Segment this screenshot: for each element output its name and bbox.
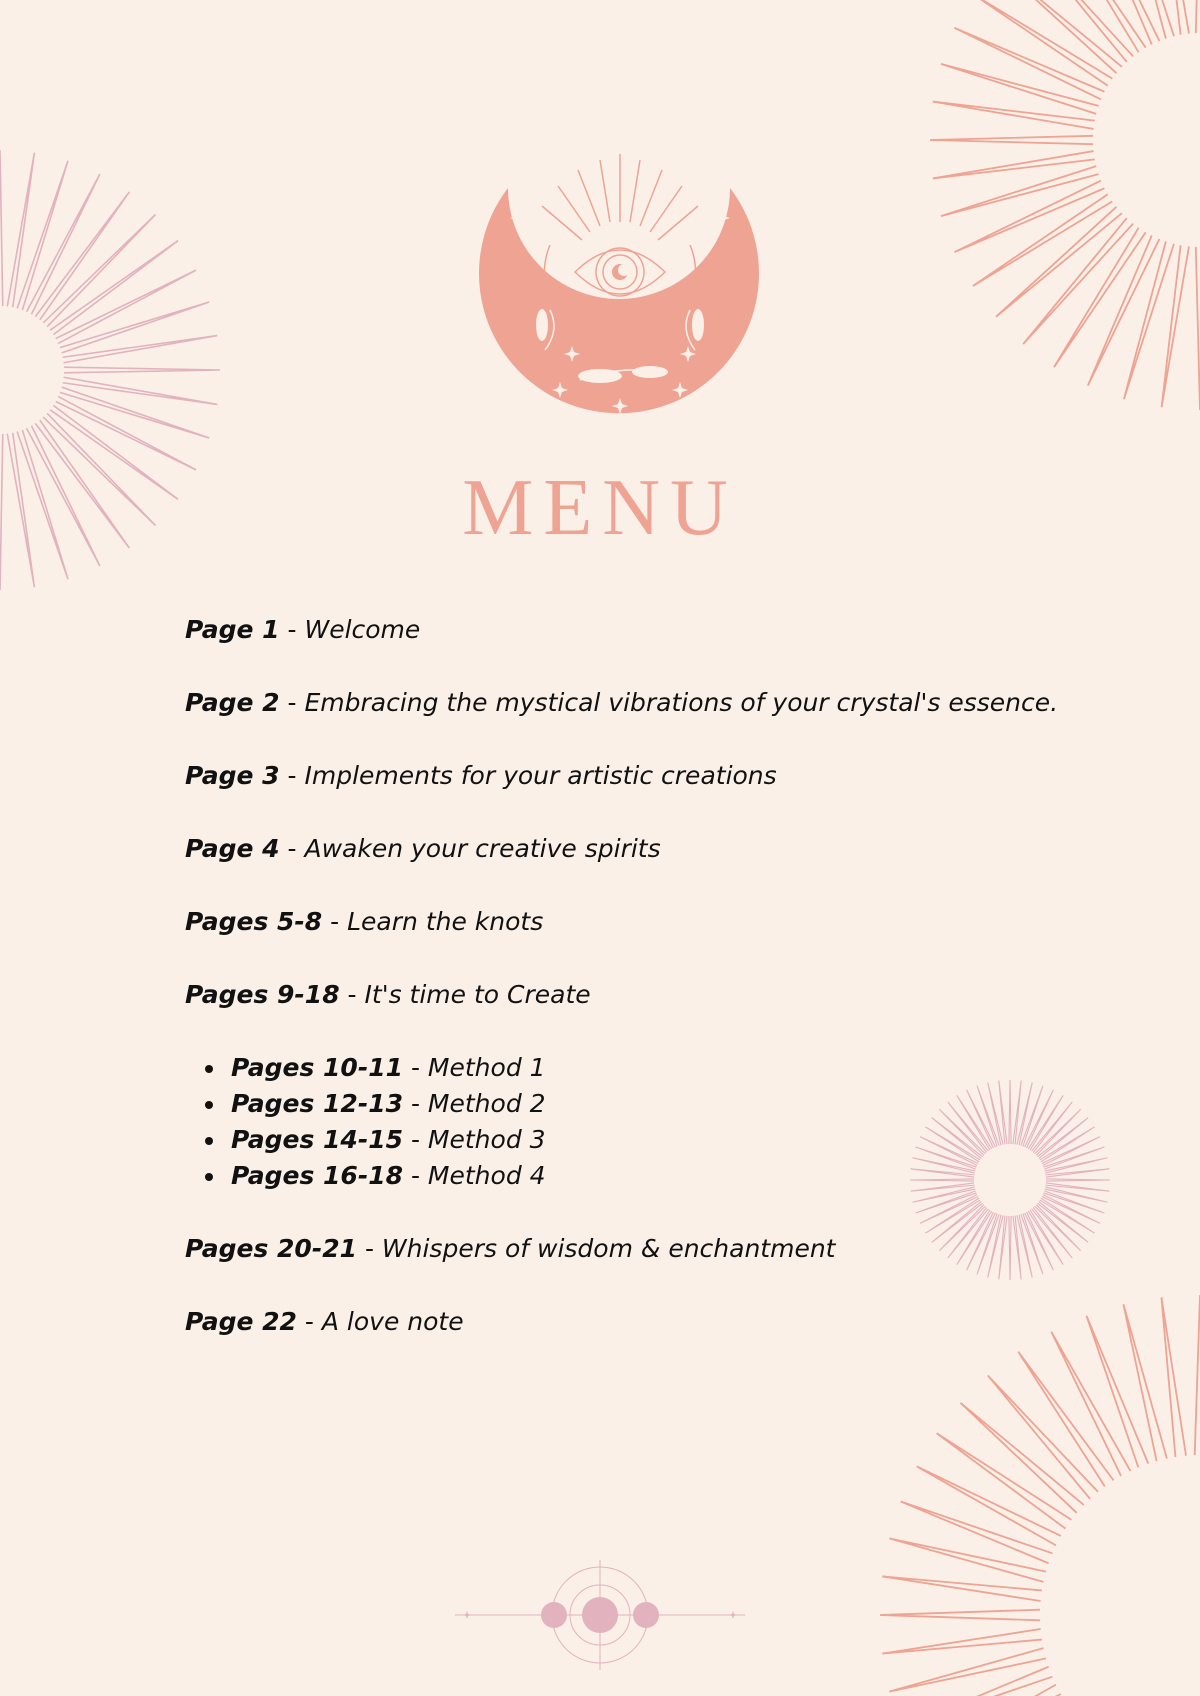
bullet-icon [205, 1173, 213, 1181]
toc-description: A love note [321, 1307, 464, 1336]
sunburst-ray [880, 1610, 1040, 1621]
toc-subentry [231, 1050, 1058, 1086]
bullet-icon [205, 1065, 213, 1073]
sunburst-ray [937, 1433, 1072, 1528]
sunburst-ray [882, 1629, 1042, 1654]
toc-description: Method 4 [427, 1161, 546, 1190]
sunburst-ray [1195, 1295, 1200, 1455]
toc-separator: - [403, 1125, 428, 1154]
bullet-icon [205, 1101, 213, 1109]
toc-entry [185, 831, 1058, 867]
toc-subentry [231, 1122, 1058, 1158]
sunburst-ray [1123, 1304, 1166, 1461]
sunburst-ray [882, 1576, 1042, 1601]
toc-separator: - [403, 1161, 428, 1190]
toc-sublist [185, 1050, 1058, 1194]
toc-subentry [231, 1158, 1058, 1194]
toc-description: Welcome [304, 615, 421, 644]
sunburst-ray [901, 1502, 1053, 1564]
page-title: MENU [462, 464, 738, 552]
toc-description: Method 3 [427, 1125, 546, 1154]
toc-entry [185, 685, 1058, 721]
toc-description: Learn the knots [347, 907, 544, 936]
toc-pages: Pages 5-8 [185, 907, 323, 936]
crescent-eye-emblem-icon [490, 150, 770, 430]
toc-pages: Page 3 [185, 761, 280, 790]
toc-separator: - [279, 761, 305, 790]
toc-pages: Pages 16-18 [231, 1161, 403, 1190]
toc-pages: Pages 14-15 [231, 1125, 403, 1154]
toc-description: Method 2 [427, 1089, 546, 1118]
toc-entry [185, 904, 1058, 940]
toc-pages: Page 1 [185, 615, 280, 644]
toc-entry [185, 758, 1058, 794]
toc-pages: Pages 10-11 [231, 1053, 403, 1082]
toc-entry [185, 977, 1058, 1013]
toc-description: Whispers of wisdom & enchantment [381, 1234, 836, 1263]
toc-pages: Page 22 [185, 1307, 297, 1336]
toc-separator: - [339, 980, 365, 1009]
sunburst-ray [1161, 1297, 1186, 1457]
sunburst-ray [889, 1538, 1046, 1581]
toc-pages: Pages 9-18 [185, 980, 340, 1009]
toc-pages: Page 4 [185, 834, 280, 863]
toc-separator: - [357, 1234, 382, 1263]
sunburst-ray [1087, 1316, 1149, 1468]
toc-pages: Pages 12-13 [231, 1089, 403, 1118]
bullet-icon [205, 1137, 213, 1145]
toc-description: Embracing the mystical vibrations of your crystal's essence. [304, 688, 1059, 717]
table-of-contents [185, 612, 1058, 1377]
toc-separator: - [279, 615, 305, 644]
toc-separator: - [279, 688, 305, 717]
sunburst-ray [889, 1648, 1046, 1691]
toc-description: Awaken your creative spirits [304, 834, 661, 863]
toc-description: It's time to Create [364, 980, 591, 1009]
toc-entry [185, 612, 1058, 648]
toc-separator: - [403, 1089, 428, 1118]
toc-separator: - [322, 907, 348, 936]
toc-description: Implements for your artistic creations [304, 761, 777, 790]
toc-entry [185, 1231, 1058, 1267]
toc-entry [185, 1304, 1058, 1340]
toc-separator: - [296, 1307, 322, 1336]
toc-pages: Page 2 [185, 688, 280, 717]
toc-separator: - [279, 834, 305, 863]
toc-pages: Pages 20-21 [185, 1234, 357, 1263]
toc-subentry [231, 1086, 1058, 1122]
moon-phases-icon [455, 1560, 745, 1670]
toc-description: Method 1 [427, 1053, 546, 1082]
sunburst-ray [917, 1685, 1061, 1696]
toc-separator: - [403, 1053, 428, 1082]
